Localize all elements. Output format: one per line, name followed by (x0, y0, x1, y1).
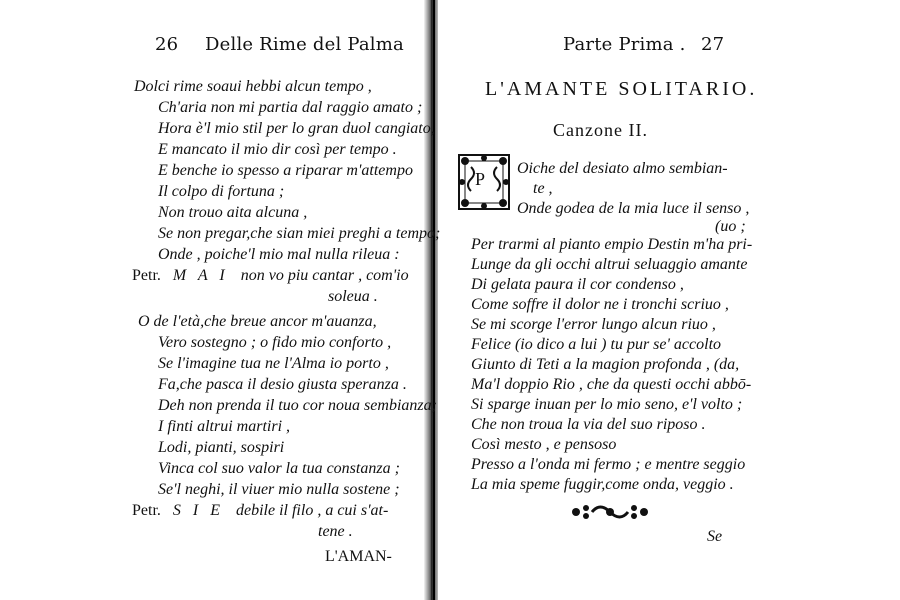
verse-line: Così mesto , e pensoso (471, 436, 617, 453)
drop-cap-letter: P (475, 169, 486, 189)
verse-turnover: (uo ; (715, 218, 746, 235)
right-catchword: Se (707, 528, 723, 545)
verse-line: Si sparge inuan per lo mio seno, e'l volto ; (471, 396, 743, 413)
verse-line: I finti altrui martiri , (158, 418, 291, 435)
right-running-head: Parte Prima . (563, 34, 686, 55)
verse-line: Lodi, pianti, sospiri (158, 439, 285, 456)
verse-line: Vinca col suo valor la tua constanza ; (158, 460, 400, 477)
refrain-caps: S I E (172, 502, 224, 519)
verse-line: Felice (io dico a lui ) tu pur se' accolto (471, 336, 722, 353)
verse-line: La mia speme fuggir,come onda, veggio . (471, 476, 734, 493)
verse-line: Per trarmi al pianto empio Destin m'ha pri- (471, 236, 753, 253)
refrain-caps: M A I (172, 267, 229, 284)
verse-line: Fa,che pasca il desio giusta speranza . (158, 376, 407, 393)
verse-line: Se l'imagine tua ne l'Alma io porto , (158, 355, 389, 372)
refrain-text: debile il filo , a cui s'at- (236, 502, 389, 519)
right-page (445, 0, 775, 600)
verse-line: Di gelata paura il cor condenso , (471, 276, 684, 293)
speaker-line (132, 267, 409, 285)
verse-line: Lunge da gli occhi altrui seluaggio amante (471, 256, 748, 273)
verse-line: Oiche del desiato almo sembian- (517, 160, 728, 177)
verse-line: Deh non prenda il tuo cor noua sembianza; (158, 397, 437, 414)
verse-line: Il colpo di fortuna ; (158, 183, 285, 200)
verse-line: Se non pregar,che sian miei preghi a tempo; (158, 225, 441, 242)
verse-line: Giunto di Teti a la magion profonda , (da, (471, 356, 740, 373)
poem-subtitle: Canzone II. (553, 120, 648, 140)
left-page-number: 26 (155, 34, 179, 55)
poem-title: L'AMANTE SOLITARIO. (485, 78, 758, 100)
speaker-line (132, 502, 388, 520)
right-page-number: 27 (701, 34, 725, 55)
verse-line: Ma'l doppio Rio , che da questi occhi abbō- (471, 376, 752, 393)
left-catchword: L'AMAN- (325, 548, 392, 565)
verse-line: Vero sostegno ; o fido mio conforto , (158, 334, 392, 351)
verse-line: Dolci rime soaui hebbi alcun tempo , (134, 78, 372, 95)
verse-line: O de l'età,che breue ancor m'auanza, (138, 313, 377, 330)
verse-line: te , (533, 180, 553, 197)
verse-line: Presso a l'onda mi fermo ; e mentre seggio (471, 456, 746, 473)
verse-line: Che non troua la via del suo riposo . (471, 416, 706, 433)
book-gutter (424, 0, 438, 600)
verse-line: E mancato il mio dir così per tempo . (158, 141, 397, 158)
verse-line: Onde godea de la mia luce il senso , (517, 200, 750, 217)
left-running-head: Delle Rime del Palma (205, 34, 404, 55)
speaker-label: Petr. (132, 267, 161, 284)
verse-line: Ch'aria non mi partia dal raggio amato ; (158, 99, 423, 116)
gutter-rule (433, 0, 435, 600)
verse-turnover: soleua . (328, 288, 378, 305)
verse-line: Se mi scorge l'error lungo alcun riuo , (471, 316, 716, 333)
speaker-label: Petr. (132, 502, 161, 519)
decorated-initial (457, 153, 511, 211)
verse-line: Non trouo aita alcuna , (158, 204, 308, 221)
verse-turnover: tene . (318, 523, 353, 540)
verse-line: Come soffre il dolor ne i tronchi scriuo , (471, 296, 729, 313)
verse-line: Se'l neghi, il viuer mio nulla sostene ; (158, 481, 400, 498)
left-page (120, 0, 441, 600)
verse-line: Onde , poiche'l mio mal nulla rileua : (158, 246, 400, 263)
verse-line: Hora è'l mio stil per lo gran duol cangiato, (158, 120, 435, 137)
verse-line: E benche io spesso a riparar m'attempo (158, 162, 413, 179)
refrain-text: non vo piu cantar , com'io (240, 267, 409, 284)
fleuron-ornament-icon (570, 500, 650, 528)
